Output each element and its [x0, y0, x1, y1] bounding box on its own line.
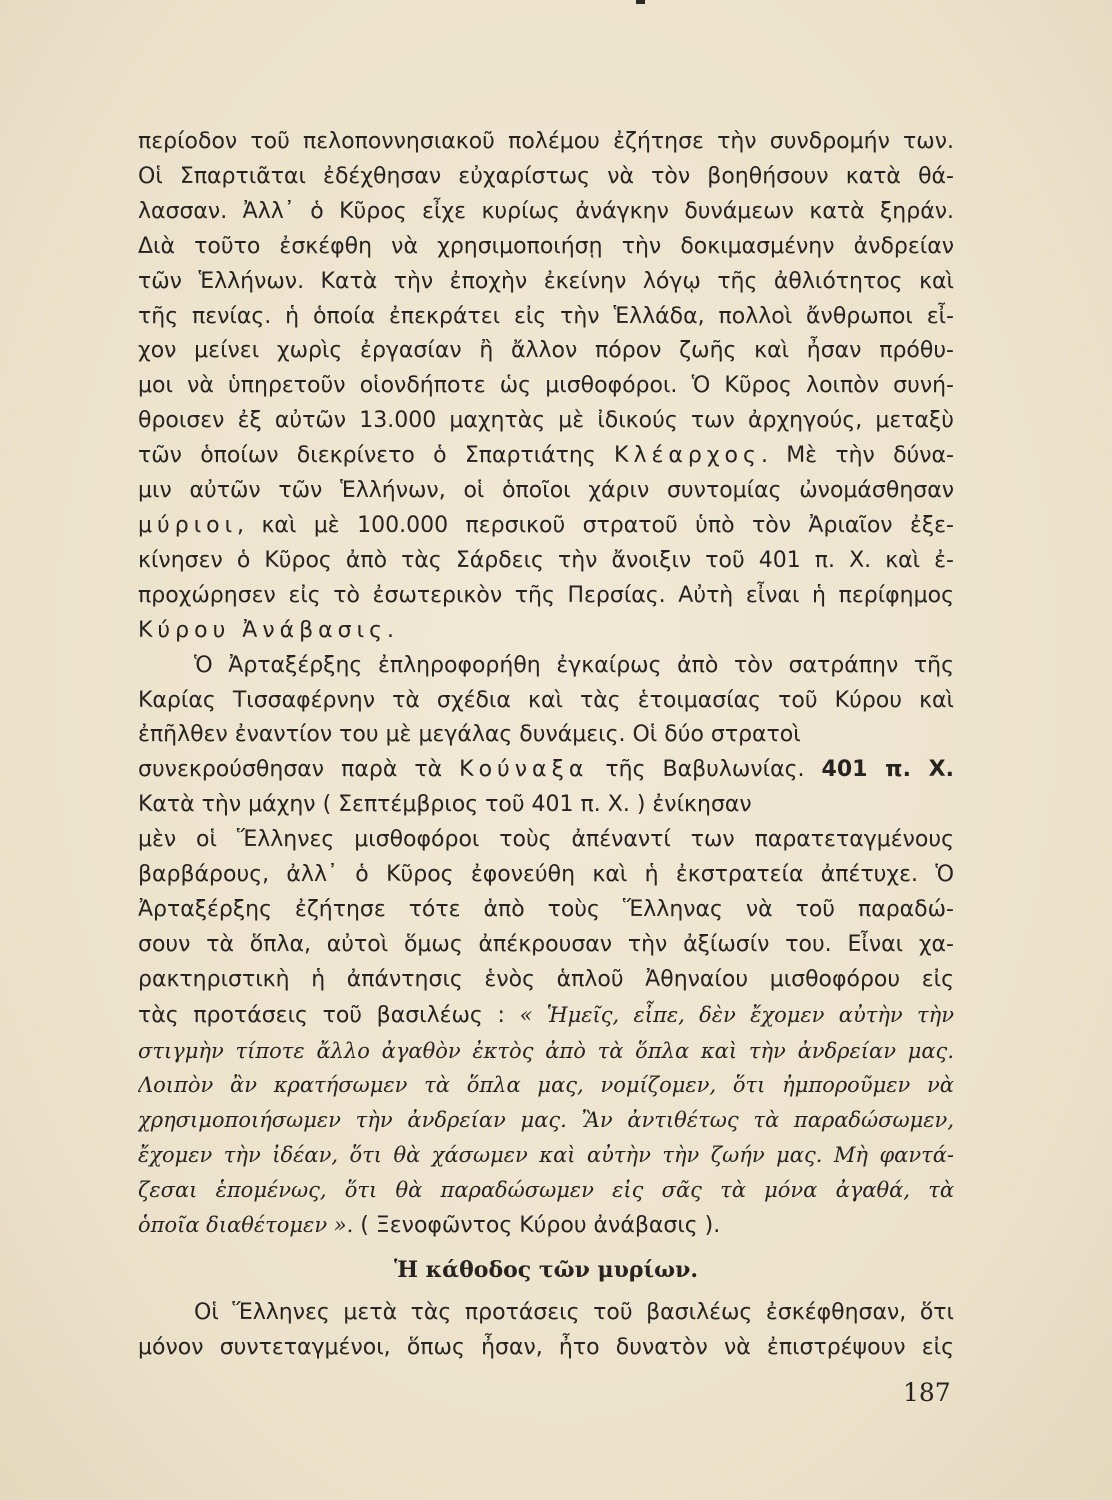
top-edge-mark [636, 0, 645, 4]
text-line: λασσαν. Ἀλλ᾽ ὁ Κῦρος εἶχε κυρίως ἀνάγκην δυνάμεων κατὰ ξηράν. [138, 198, 954, 224]
text-segment: , καὶ μὲ 100.000 περσικοῦ στρατοῦ ὑπὸ τὸν Ἀριαῖον ἐξε- [237, 512, 954, 538]
body-text [138, 125, 954, 1366]
text-line: μὲν οἱ Ἕλληνες μισθοφόροι τοὺς ἀπέναντί των παρατεταγμένους [138, 827, 954, 853]
quote-line: χρησιμοποιήσωμεν τὴν ἀνδρείαν μας. Ἂν ἀντιθέτως τὰ παραδώσωμεν, [138, 1108, 954, 1133]
text-line: τῆς πενίας. ἡ ὁποία ἐπεκράτει εἰς τὴν Ἑλλάδα, πολλοὶ ἄνθρωποι εἶ- [138, 303, 954, 329]
text-line: τῶν Ἑλλήνων. Κατὰ τὴν ἐποχὴν ἐκείνην λόγῳ τῆς ἀθλιότητος καὶ [138, 268, 954, 294]
text-line: Καρίας Τισσαφέρνην τὰ σχέδια καὶ τὰς ἑτοιμασίας τοῦ Κύρου καὶ [138, 687, 954, 713]
text-segment: . Μὲ τὴν δύνα- [760, 443, 954, 469]
text-line [138, 1208, 954, 1244]
text-line: Κύρου Ἀνάβασις. [138, 617, 399, 643]
text-segment: τῆς Βαβυλωνίας. [605, 757, 805, 783]
text-line: Κατὰ τὴν μάχην ( Σεπτέμβριος τοῦ 401 π. Χ. ) ἐνίκησαν [138, 792, 752, 818]
spaced-name: Κούναξα [459, 757, 589, 783]
text-line: Ὁ Ἀρταξέρξης ἐπληροφορήθη ἐγκαίρως ἀπὸ τὸν σατράπην τῆς [194, 652, 954, 678]
quote-line: στιγμὴν τίποτε ἄλλο ἀγαθὸν ἐκτὸς ἀπὸ τὰ ὅπλα καὶ τὴν ἀνδρείαν μας. [138, 1038, 954, 1063]
text-line: σουν τὰ ὅπλα, αὐτοὶ ὅμως ἀπέκρουσαν τὴν ἀξίωσίν του. Εἶναι χα- [138, 931, 954, 957]
text-line: μιν αὐτῶν τῶν Ἑλλήνων, οἱ ὁποῖοι χάριν συντομίας ὠνομάσθησαν [138, 478, 954, 504]
margin-date: 401 π. Χ. [821, 757, 954, 783]
text-line: βαρβάρους, ἀλλ᾽ ὁ Κῦρος ἐφονεύθη καὶ ἡ ἐκστρατεία ἀπέτυχε. Ὁ [138, 862, 954, 888]
quote-line: ἔχομεν τὴν ἰδέαν, ὅτι θὰ χάσωμεν καὶ αὐτὴν τὴν ζωήν μας. Μὴ φαντά- [138, 1143, 954, 1168]
quote-text: ὁποῖα διαθέτομεν ». [138, 1213, 354, 1238]
text-line: προχώρησεν εἰς τὸ ἐσωτερικὸν τῆς Περσίας. Αὐτὴ εἶναι ἡ περίφημος [138, 582, 954, 608]
page-number: 187 [903, 1378, 951, 1407]
paragraph-1 [138, 125, 954, 649]
text-line: Διὰ τοῦτο ἐσκέφθη νὰ χρησιμοποιήσῃ τὴν δοκιμασμένην ἀνδρείαν [138, 233, 954, 259]
text-line [138, 998, 954, 1034]
text-line [138, 753, 954, 788]
section-heading: Ἡ κάθοδος τῶν μυρίων. [393, 1257, 699, 1283]
text-line: Οἱ Σπαρτιᾶται ἐδέχθησαν εὐχαρίστως νὰ τὸν βοηθήσουν κατὰ θά- [138, 163, 954, 189]
text-line: μοι νὰ ὑπηρετοῦν οἱονδήποτε ὡς μισθοφόροι. Ὁ Κῦρος λοιπὸν συνή- [138, 373, 954, 399]
text-line [138, 509, 954, 544]
quote-line: Λοιπὸν ἂν κρατήσωμεν τὰ ὅπλα μας, νομίζομεν, ὅτι ἠμποροῦμεν νὰ [138, 1073, 954, 1098]
text-line: ρακτηριστικὴ ἡ ἀπάντησις ἑνὸς ἁπλοῦ Ἀθηναίου μισθοφόρου εἰς [138, 966, 954, 992]
text-line: μόνον συντεταγμένοι, ὅπως ἦσαν, ἦτο δυνατὸν νὰ ἐπιστρέψουν εἰς [138, 1334, 954, 1360]
text-segment: τῶν ὁποίων διεκρίνετο ὁ Σπαρτιάτης [138, 443, 596, 469]
text-line: θροισεν ἐξ αὐτῶν 13.000 μαχητὰς μὲ ἰδικούς των ἀρχηγούς, μεταξὺ [138, 408, 954, 434]
text-line: περίοδον τοῦ πελοποννησιακοῦ πολέμου ἐζήτησε τὴν συνδρομήν των. [138, 129, 954, 154]
text-segment: τὰς προτάσεις τοῦ βασιλέως : [138, 1002, 505, 1028]
paragraph-3 [138, 1296, 954, 1366]
text-line: ἐπῆλθεν ἐναντίον του μὲ μεγάλας δυνάμεις. Οἱ δύο στρατοὶ [138, 722, 801, 748]
text-line: χον μείνει χωρὶς ἐργασίαν ἢ ἄλλον πόρον ζωῆς καὶ ἦσαν πρόθυ- [138, 338, 954, 364]
text-line: Ἀρταξέρξης ἐζήτησε τότε ἀπὸ τοὺς Ἕλληνας νὰ τοῦ παραδώ- [138, 896, 954, 922]
citation: ( Ξενοφῶντος Κύρου ἀνάβασις ). [360, 1213, 721, 1239]
paragraph-2 [138, 649, 954, 1244]
spaced-name: μύριοι [138, 512, 238, 538]
quote-line: ζεσαι ἑπομένως, ὅτι θὰ παραδώσωμεν εἰς σᾶς τὰ μόνα ἀγαθά, τὰ [138, 1178, 954, 1203]
text-line: Οἱ Ἕλληνες μετὰ τὰς προτάσεις τοῦ βασιλέως ἐσκέφθησαν, ὅτι [194, 1300, 954, 1325]
quote-text: « Ἡμεῖς, εἶπε, δὲν ἔχομεν αὐτὴν τὴν [519, 1002, 954, 1027]
text-segment: συνεκρούσθησαν παρὰ τὰ [138, 757, 443, 783]
text-line: κίνησεν ὁ Κῦρος ἀπὸ τὰς Σάρδεις τὴν ἄνοιξιν τοῦ 401 π. Χ. καὶ ἐ- [138, 547, 954, 573]
text-line [138, 439, 954, 474]
spaced-name: Κλέαρχος [614, 443, 761, 469]
